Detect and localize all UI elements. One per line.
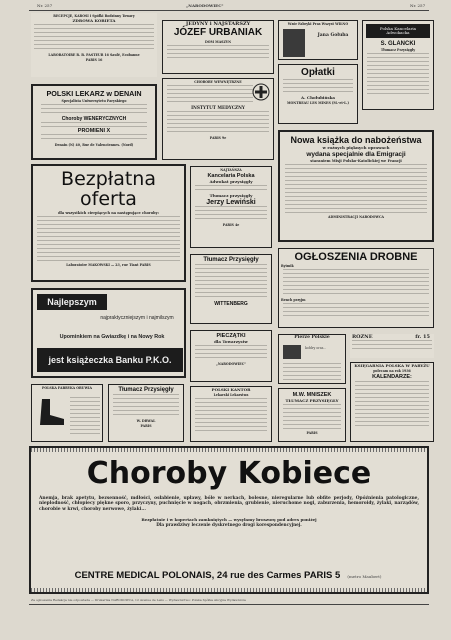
jedyny-name: JÓZEF URBANIAK [173,27,263,38]
najtansza-jerzy: Jerzy Lewiński [206,199,256,206]
text-lines [283,363,341,381]
page-number-left: Nr. 257 [37,3,53,8]
tlumacz-left-name: W. DRWAL [136,419,156,423]
top-ad-line2: ZDROWA KOBIETA [72,18,116,23]
text-lines [41,134,147,142]
top-ad-line4: PARIS 16 [85,58,103,62]
text-lines [70,397,100,437]
text-lines [37,216,180,262]
pko-najlepszym: Najlepszym [47,297,97,307]
text-lines [167,85,253,105]
tlumacz-left-addr: PARIS [140,424,152,428]
ksiazka-ad [278,130,434,242]
oferta-line1: Bezpłatna [61,168,156,190]
text-lines [34,24,154,52]
text-lines [283,404,341,430]
najtansza-tlumacz: Tłumacz przysięgły [209,193,253,198]
ksiazka-title: Nowa książka do nabożeństwa [290,135,422,145]
lekarz-ad [31,84,157,160]
najtansza-label: NAJTAŃSZA [220,168,242,172]
rozne-ad [350,334,434,358]
ogloszenia-ad [278,248,434,328]
boot-icon [36,397,66,427]
text-lines [283,303,429,319]
red-cross-icon [252,83,270,101]
text-lines [41,104,147,116]
choroby-title: CHOROBY WEWNĘTRZNE [194,80,242,84]
top-ad-line1: RECEPCJE, KAROSI i Spółki Rodzinny Towary [53,14,135,18]
ksiegarnia-ad [350,362,434,442]
najtansza-city: PARIS 4e [222,223,240,227]
text-lines [195,185,267,193]
tlumacz-mid-title: Tłumacz Przysięgły [203,257,259,263]
tlumacz-mid-name: WITTENBERG [214,301,248,307]
oplatki-title: Opłatki [301,67,335,78]
pko-ksiazeczka: jest książeczka Banku P.K.O. [48,355,172,365]
rozne-title: RÓŻNE [352,334,373,340]
kancelaria-ad [362,20,434,110]
oferta-ad [31,164,186,282]
pko-najlepszym-box [37,294,107,310]
footer-rule [29,604,429,605]
choroby-kobiece-title: Choroby Kobiece [86,456,372,491]
choroby-kobiece-address-line [31,563,427,582]
text-lines [283,269,429,297]
ogloszenia-rytmik: Rytmik [281,264,294,268]
pieczatki-ad [190,330,272,382]
lekarz-sub: Specjalista Uniwersytetu Paryskiego [61,99,127,103]
tlumacz-mid-ad [190,254,272,324]
kancelaria-sub: Tłumacz Przysięgły [380,48,416,52]
tlumacz-left-title: Tłumacz Przysięgły [118,387,174,393]
decorative-border-top [31,448,427,452]
pierze-ad [278,334,346,384]
oferta-lab: Laboratoire MAKOWSKI — 23, rue Tiant PARIS [66,263,151,267]
tlumacz-left-ad [108,384,184,442]
lekarz-choroby: Choroby WENERYCZNYCH [61,116,127,122]
pko-ad [31,288,186,378]
text-lines [113,394,179,418]
ksiazka-sub: w rożnych pięknych oprawach [322,145,390,150]
pieczatki-sub: dla Towarzystw [214,339,248,344]
najtansza-name: Kancelaria Polska [207,173,255,179]
lekarz-footer: Denain (N) 40, Rue de Valenciennes. (Nord) [54,143,134,147]
text-lines [167,111,269,135]
jedyny-ad [162,20,274,74]
fabryka-name: Jana Gołuba [317,33,349,38]
page-number-right: Nr. 257 [410,3,426,8]
choroby-box-ad [162,78,274,160]
mw-addr: PARIS [306,431,318,435]
polski-kantor-title: POLSKI KANTOR [211,387,251,392]
najtansza-ad [190,166,272,248]
jedyny-sub: DOM MASZYN [205,40,231,44]
text-lines [195,345,267,361]
fabryka-ad [278,20,358,60]
ksiegarnia-title: KSIĘGARNIA POLSKA W PARYŻU [354,363,430,368]
oferta-intro: dla wszystkich cierpiących na następujące choroby: [58,211,159,215]
text-lines [195,206,267,222]
text-lines [285,164,427,214]
mw-name: M.W. MNISZEK [292,392,332,398]
ksiazka-footer: ADMINISTRACJI NARODOWCA [327,215,385,219]
choroby-addr: PARIS 9e [209,136,227,140]
oplatki-name: A. Chołubińska [301,95,335,100]
ksiegarnia-sub: polecam na rok 1936 [373,369,411,373]
choroby-kobiece-center: CENTRE MEDICAL POLONAIS, 24 rue des Carmes PARIS 5 [74,570,341,581]
pierze-title: Pierze Polskie [294,335,330,340]
polski-kantor-ad [190,386,272,442]
ogloszenia-bench: Bench przyjm [281,298,306,302]
header-rule [29,10,429,11]
mw-title: TŁUMACZ PRZYSIĘGŁY [285,398,339,403]
ksiazka-misja: staraniem Misji Polsko-Katolickiej we Francji [310,159,402,163]
pierze-sub: kołdry oraz... [305,346,327,350]
oplatki-ad [278,64,358,124]
oplatki-addr: MONTREAU LES MINES (M.-et-L.) [286,101,350,105]
jedyny-line: JEDYNY i NAJSTARSZY [185,21,251,27]
choroby-kobiece-free: Dla prawdziwy leczenie dyskretnego drogi korespondencyjnej. [156,522,302,528]
bird-image [283,345,301,359]
ogloszenia-title: OGŁOSZENIA DROBNE [294,251,418,263]
fabryka-image [283,29,305,57]
kancelaria-title-box [366,24,430,38]
choroby-kobiece-body: Anemja, brak apetytu, bezsenność, mdłości, osłabienie, upławy, bóle w nerkach, bolesne, nieregularne lub obfite perjody, Opóźnienia patologiczne, nieplodność, chłopiecy piękne sporo, przyczyny, puchnięcie w nogach, obrzmienia, grubienie, nieruchome nogi, zaburzenia, hemoroidy, żylaki, narządów, chorobie w krwi, choroby nerwowe, żylaki... [39,496,419,512]
ksiegarnia-kalendarze: KALENDARZE: [372,374,412,380]
text-lines [355,381,429,427]
text-lines [352,340,432,352]
kancelaria-name: S. GLANCKI [380,41,416,47]
boot-ad [31,384,103,442]
footer-text: Za ogłoszenia Redakcja nie odpowiada — Drukarnia NARODOWCA, 12 Avenue de Lens — Wydawnictwo: Polska Spółka Akcyjna Wydawnicza [31,598,246,602]
pko-upominek: Upominkiem na Gwiazdkę i na Nowy Rok [59,334,165,340]
text-lines [195,264,267,300]
pko-upominki: najpraktyczniejszym i najmilszym [100,315,174,321]
text-lines [41,122,147,128]
polski-kantor-sub: Lekarski Lekarstwa [213,393,249,397]
pieczatki-name: „NARODOWIEC" [216,362,246,366]
pieczatki-title: PIECZĄTKI [216,333,246,339]
kancelaria-title: Polska Kancelaria Adwokacka [379,26,417,35]
text-lines [367,53,429,97]
choroby-kobiece-metro: (metro Maubert) [347,574,382,579]
text-lines [195,398,267,434]
choroby-kobiece-note: Bezpłatnie i w kopertach zamkniętych — wysyłamy broszurę pod adres poniżej [141,517,317,523]
najtansza-adwokat: Adwokat przysięgły [209,179,253,184]
lekarz-prominent: PROMIENI X [77,128,111,134]
pko-ksiazeczka-box [37,348,183,372]
choroby-kobiece-ad [29,446,429,594]
rozne-price: fr. 15 [415,334,430,340]
choroby-instytut: INSTYTUT MEDYCZNY [191,105,245,110]
mw-ad [278,388,346,442]
fabryka-title: Wzór Fabryki Pras Wszyst WIŁNO [287,22,349,26]
top-ad [31,13,157,77]
lekarz-title: POLSKI LEKARZ w DENAIN [46,89,142,98]
boot-title: POLSKA FABRYKA OBUWIA [41,386,93,390]
text-lines [167,45,269,61]
text-lines [283,79,353,95]
ksiazka-sub2: wydana specjalnie dla Emigracji [306,151,406,158]
top-ad-line3: LABORATOIRE R. B. PASTEUR 16 Saulé, Ecobanne [48,53,140,57]
decorative-border-bottom [31,588,427,592]
oferta-line2: oferta [80,188,137,210]
paper-name: „NARODOWIEC" [186,3,224,8]
